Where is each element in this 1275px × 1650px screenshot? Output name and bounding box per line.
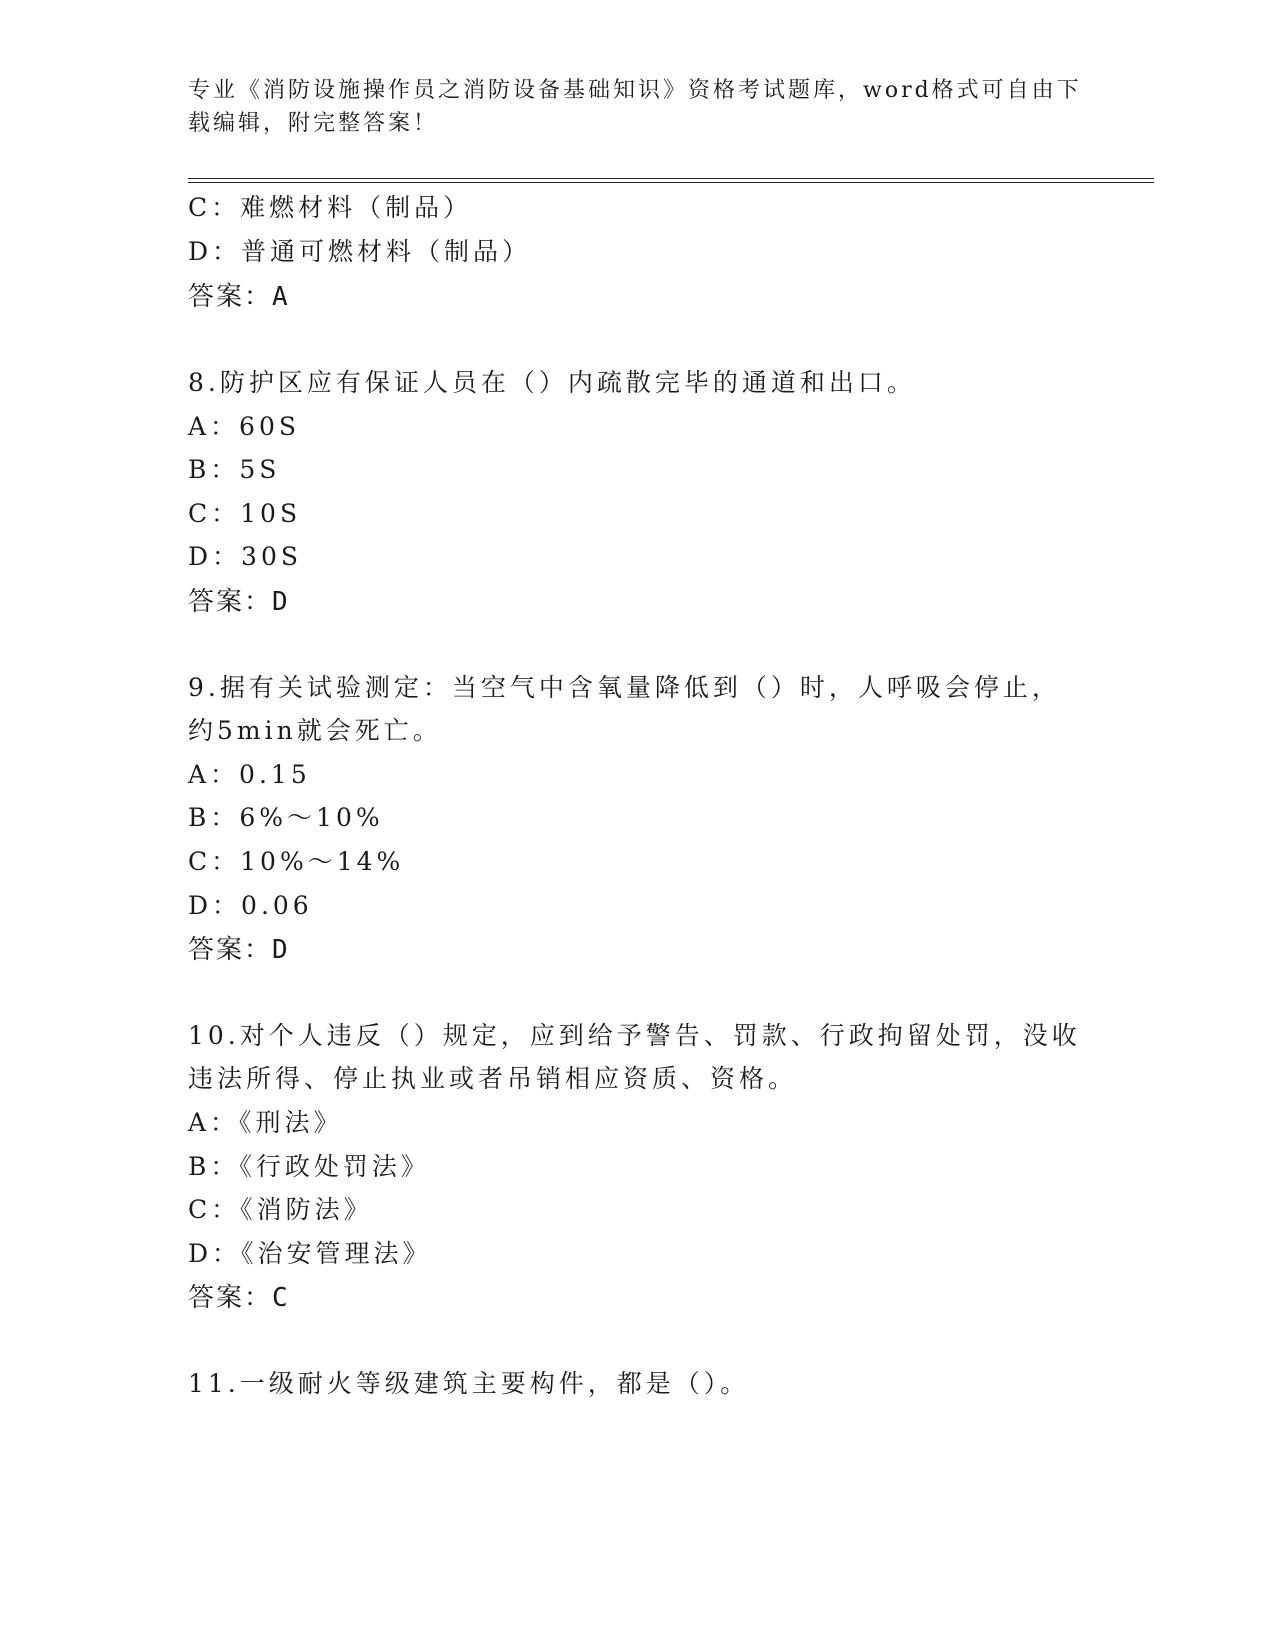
q9-answer: 答案：D bbox=[188, 935, 290, 965]
document-header bbox=[188, 74, 1088, 140]
q9-option-c: C：10%～14% bbox=[188, 847, 405, 876]
q10-stem-line-1: 10.对个人违反（）规定，应到给予警告、罚款、行政拘留处罚，没收 bbox=[188, 1021, 1081, 1050]
q9-option-a: A：0.15 bbox=[188, 760, 311, 789]
prev-option-c: C：难燃材料（制品） bbox=[188, 193, 473, 222]
q8-stem: 8.防护区应有保证人员在（）内疏散完毕的通道和出口。 bbox=[188, 368, 916, 397]
q10-option-b: B：《行政处罚法》 bbox=[188, 1152, 430, 1181]
header-line-2: 载编辑，附完整答案！ bbox=[188, 111, 439, 136]
q10-option-d: D：《治安管理法》 bbox=[188, 1239, 432, 1268]
q8-option-c: C：10S bbox=[188, 499, 302, 528]
header-divider bbox=[188, 178, 1154, 183]
prev-answer: 答案：A bbox=[188, 282, 290, 312]
q8-option-b: B：5S bbox=[188, 455, 281, 484]
q9-option-d: D：0.06 bbox=[188, 891, 313, 920]
q10-option-a: A：《刑法》 bbox=[188, 1108, 343, 1137]
q11-stem: 11.一级耐火等级建筑主要构件，都是（）。 bbox=[188, 1369, 750, 1398]
q8-option-d: D：30S bbox=[188, 542, 302, 571]
q10-option-c: C：《消防法》 bbox=[188, 1195, 373, 1224]
prev-option-d: D：普通可燃材料（制品） bbox=[188, 237, 532, 266]
q9-stem-line-1: 9.据有关试验测定：当空气中含氧量降低到（）时，人呼吸会停止， bbox=[188, 673, 1061, 702]
q10-answer: 答案：C bbox=[188, 1283, 290, 1313]
q9-option-b: B：6%～10% bbox=[188, 803, 384, 832]
q9-stem-line-2: 约5min就会死亡。 bbox=[188, 716, 442, 745]
q10-stem-line-2: 违法所得、停止执业或者吊销相应资质、资格。 bbox=[188, 1064, 798, 1093]
q8-option-a: A：60S bbox=[188, 412, 300, 441]
header-line-1: 专业《消防设施操作员之消防设备基础知识》资格考试题库，word格式可自由下 bbox=[188, 78, 1082, 103]
q8-answer: 答案：D bbox=[188, 587, 290, 617]
